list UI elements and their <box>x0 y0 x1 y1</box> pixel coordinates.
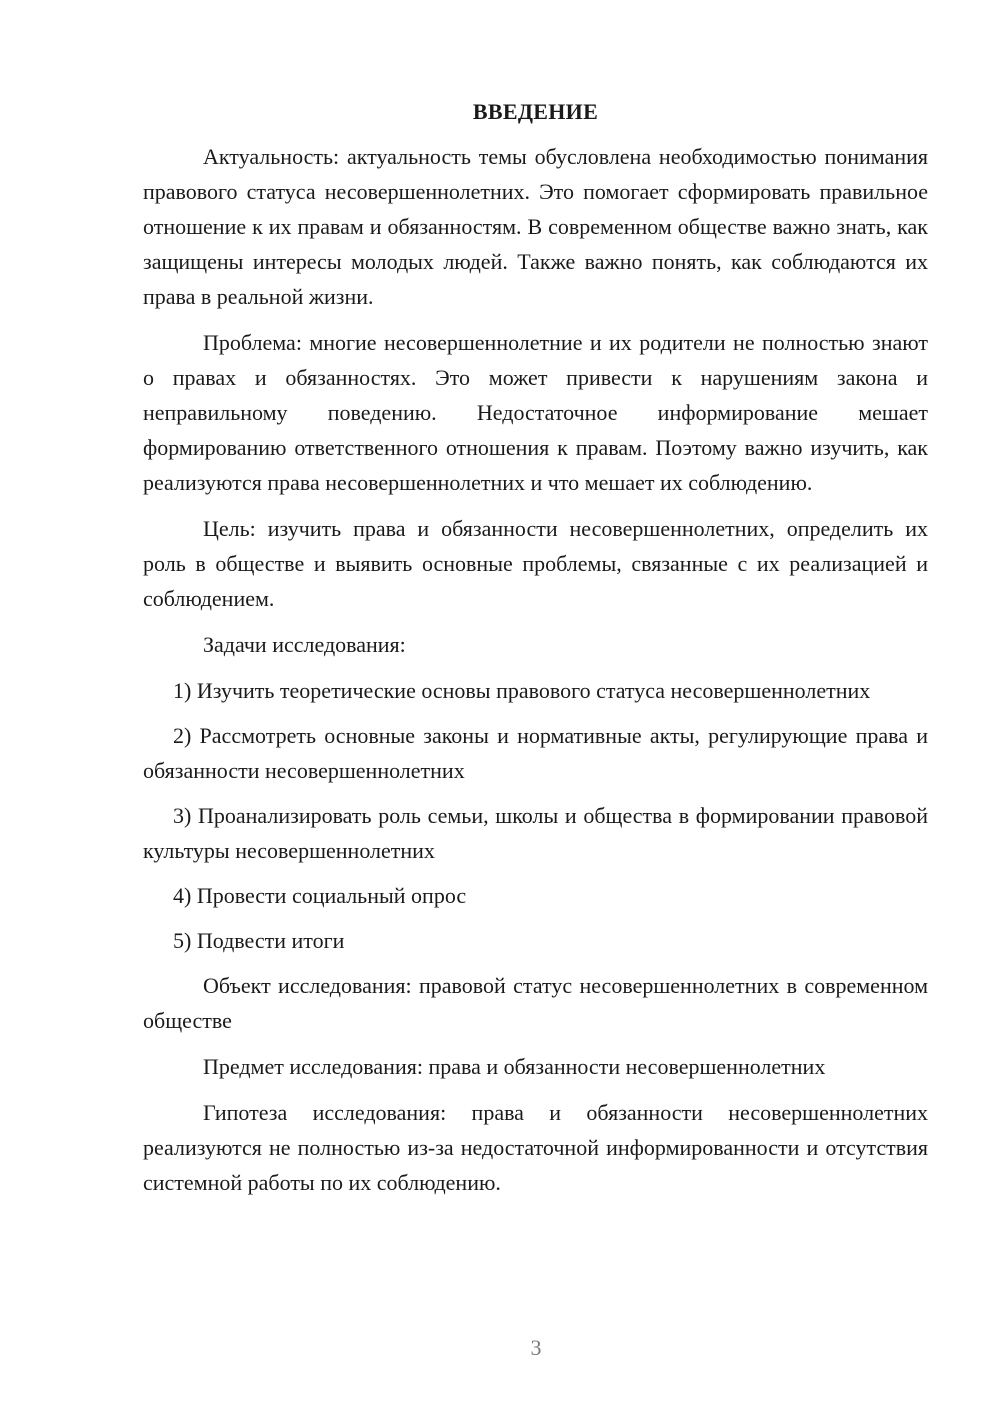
tasks-heading: Задачи исследования: <box>203 632 406 657</box>
task-item-4: 4) Провести социальный опрос <box>173 883 467 908</box>
object-paragraph: Объект исследования: правовой статус несовершеннолетних в современном обществе <box>143 973 928 1033</box>
goal-paragraph: Цель: изучить права и обязанности несовершеннолетних, определить их роль в обществе и выявить основные проблемы, связанные с их реализацией и соблюдением. <box>143 516 928 611</box>
page-content <box>143 94 928 1211</box>
subject-paragraph: Предмет исследования: права и обязанности несовершеннолетних <box>203 1054 826 1079</box>
problem-paragraph: Проблема: многие несовершеннолетние и их родители не полностью знают о правах и обязанностях. Это может привести к нарушениям закона и неправильному поведению. Недостаточное информирование мешает формированию ответственного отношения к правам. Поэтому важно изучить, как реализуются права несовершеннолетних и что мешает их соблюдению. <box>143 330 928 495</box>
task-item-2: 2) Рассмотреть основные законы и нормативные акты, регулирующие права и обязанности несовершеннолетних <box>143 723 928 783</box>
page-title: ВВЕДЕНИЕ <box>472 99 599 124</box>
relevance-paragraph: Актуальность: актуальность темы обусловлена необходимостью понимания правового статуса несовершеннолетних. Это помогает сформировать правильное отношение к их правам и обязанностям. В современном обществе важно знать, как защищены интересы молодых людей. Также важно понять, как соблюдаются их права в реальной жизни. <box>143 144 928 309</box>
page-number: 3 <box>530 1335 542 1360</box>
task-item-1: 1) Изучить теоретические основы правового статуса несовершеннолетних <box>173 678 871 703</box>
hypothesis-paragraph: Гипотеза исследования: права и обязанности несовершеннолетних реализуются не полностью из-за недостаточной информированности и отсутствия системной работы по их соблюдению. <box>143 1100 928 1195</box>
task-item-3: 3) Проанализировать роль семьи, школы и общества в формировании правовой культуры несовершеннолетних <box>143 803 928 863</box>
task-item-5: 5) Подвести итоги <box>173 928 345 953</box>
